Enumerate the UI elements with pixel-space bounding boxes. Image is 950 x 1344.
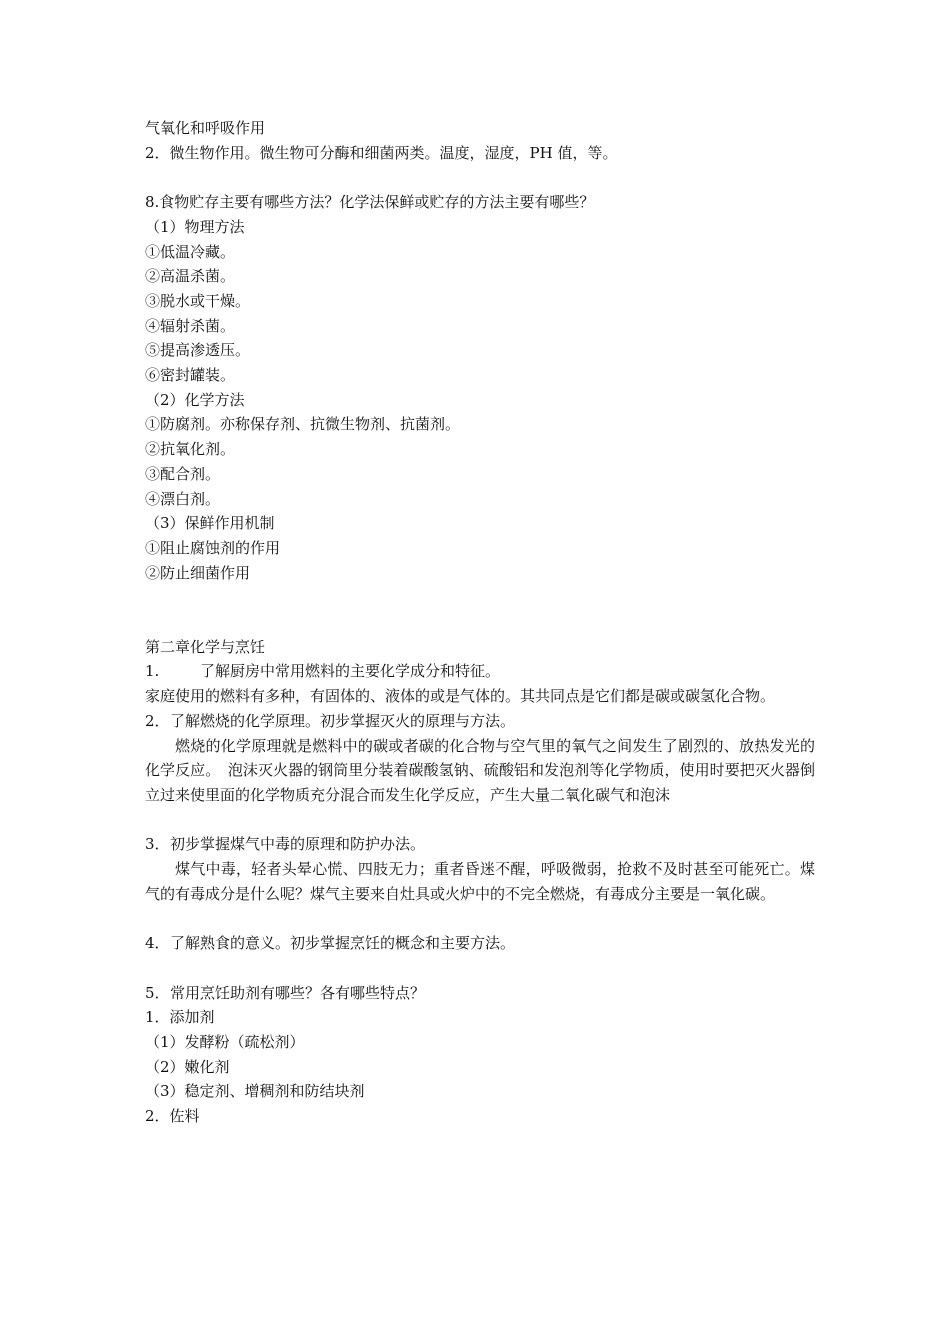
blank-line — [145, 956, 815, 981]
section-heading — [145, 931, 815, 956]
list-item: ③脱水或干燥。 — [145, 291, 251, 310]
list-item: ⑥密封罐装。 — [145, 366, 236, 385]
section-title: 初步掌握煤气中毒的原理和防护办法。 — [170, 835, 426, 854]
text-line: 2．微生物作用。微生物可分酶和细菌两类。温度，湿度，PH 值，等。 — [145, 143, 618, 162]
list-item: ①低温冷藏。 — [145, 242, 236, 261]
subheading: 2．佐料 — [145, 1107, 200, 1126]
subheading: （3）保鲜作用机制 — [145, 514, 275, 533]
section-number: 1. — [145, 662, 160, 681]
paragraph: 燃烧的化学原理就是燃料中的碳或者碳的化合物与空气里的氧气之间发生了剧烈的、放热发光的化学反应。 泡沫灭火器的钢筒里分装着碳酸氢钠、硫酸铝和发泡剂等化学物质，使用时要把灭火器倒立过来使里面的化学物质充分混合而发生化学反应，产生大量二氧化碳气和泡沫 — [145, 736, 815, 804]
chapter-title: 第二章化学与烹饪 — [145, 637, 266, 656]
subheading: （1）物理方法 — [145, 217, 245, 236]
blank-line — [145, 165, 815, 190]
question-heading: 8.食物贮存主要有哪些方法？化学法保鲜或贮存的方法主要有哪些？ — [145, 193, 595, 212]
list-item: ①防腐剂。亦称保存剂、抗微生物剂、抗菌剂。 — [145, 415, 461, 434]
text-line: 气氧化和呼吸作用 — [145, 119, 266, 137]
list-item: ①阻止腐蚀剂的作用 — [145, 538, 281, 557]
section-heading — [145, 709, 815, 734]
blank-line — [145, 585, 815, 634]
list-item: （1）发酵粉（疏松剂） — [145, 1032, 305, 1051]
section-heading — [145, 832, 815, 857]
section-number: 3． — [145, 835, 170, 854]
list-item: ④漂白剂。 — [145, 489, 221, 508]
blank-line — [145, 808, 815, 833]
section-title: 了解厨房中常用燃料的主要化学成分和特征。 — [200, 662, 501, 681]
list-item: （2）嫩化剂 — [145, 1057, 230, 1076]
subheading: （2）化学方法 — [145, 390, 245, 409]
section-title: 了解熟食的意义。初步掌握烹饪的概念和主要方法。 — [170, 934, 516, 953]
section-number: 5． — [145, 983, 170, 1002]
list-item: ③配合剂。 — [145, 464, 221, 483]
section-title: 常用烹饪助剂有哪些？各有哪些特点？ — [170, 983, 426, 1002]
paragraph: 煤气中毒，轻者头晕心慌、四肢无力；重者昏迷不醒，呼吸微弱，抢救不及时甚至可能死亡。煤气的有毒成分是什么呢？煤气主要来自灶具或火炉中的不完全燃烧，有毒成分主要是一氧化碳。 — [145, 860, 815, 903]
paragraph: 家庭使用的燃料有多种，有固体的、液体的或是气体的。其共同点是它们都是碳或碳氢化合物。 — [145, 687, 776, 706]
blank-line — [145, 906, 815, 931]
list-item: ②防止细菌作用 — [145, 563, 251, 582]
list-item: （3）稳定剂、增稠剂和防结块剂 — [145, 1082, 365, 1101]
section-heading — [145, 981, 815, 1006]
list-item: ②高温杀菌。 — [145, 267, 236, 286]
section-title: 了解燃烧的化学原理。初步掌握灭火的原理与方法。 — [170, 711, 516, 730]
list-item: ②抗氧化剂。 — [145, 440, 236, 459]
document-page — [145, 116, 815, 1129]
list-item: ④辐射杀菌。 — [145, 316, 236, 335]
section-heading — [145, 659, 815, 684]
subheading: 1．添加剂 — [145, 1008, 215, 1027]
section-number: 4． — [145, 934, 170, 953]
list-item: ⑤提高渗透压。 — [145, 341, 251, 360]
section-number: 2． — [145, 711, 170, 730]
